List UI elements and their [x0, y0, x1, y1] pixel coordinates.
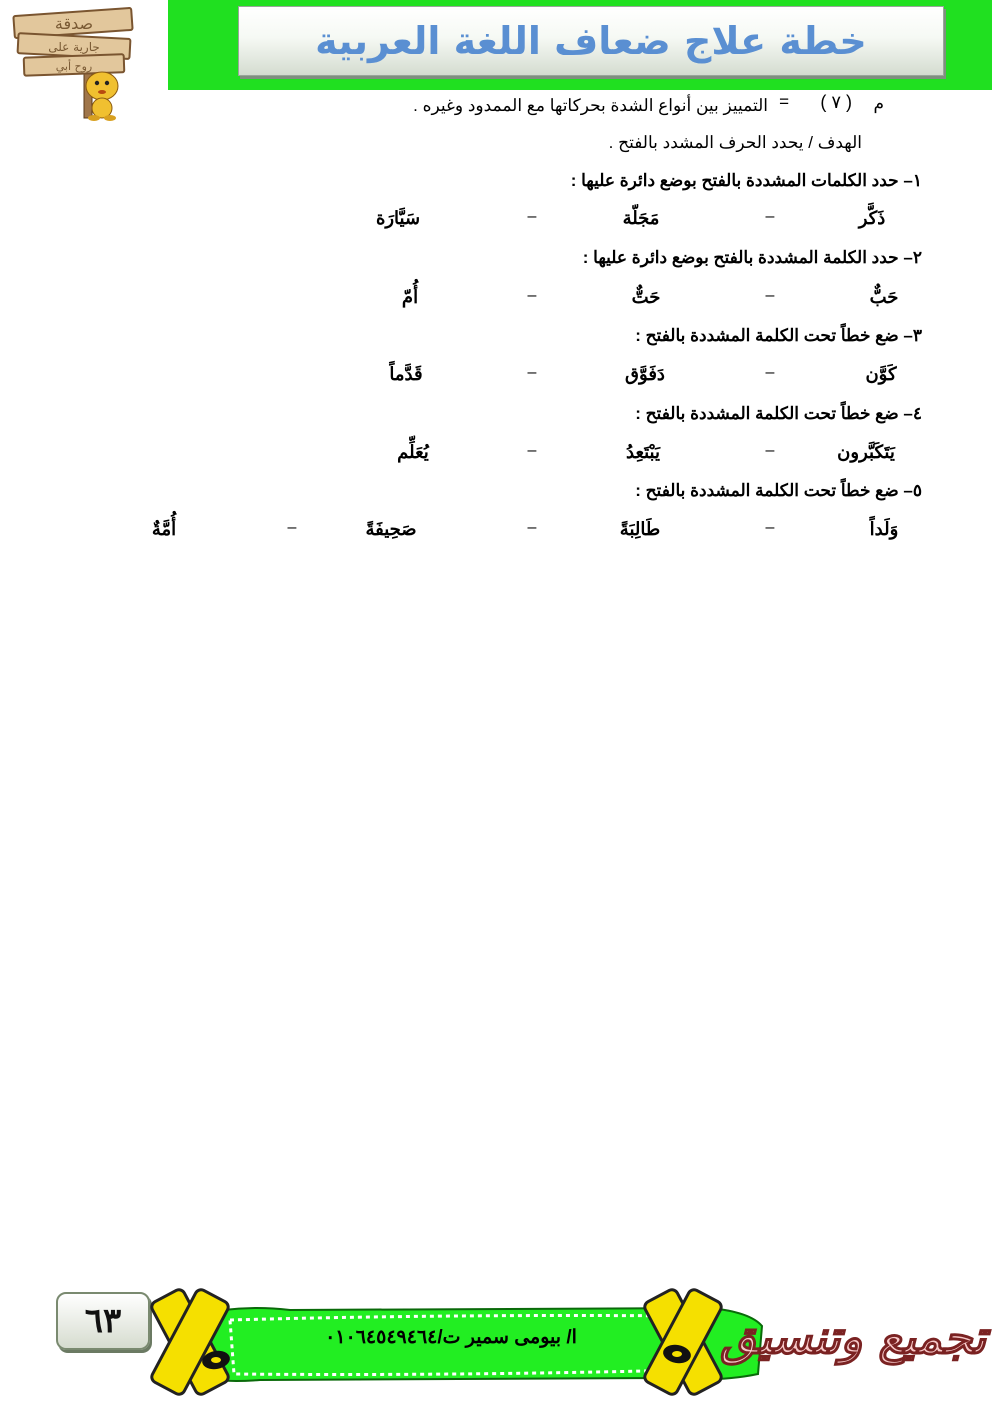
q5-word-4: أُمَّةٌ: [151, 519, 177, 539]
question-3-prompt: ٣– ضع خطاً تحت الكلمة المشددة بالفتح :: [635, 326, 922, 345]
question-4-prompt: ٤– ضع خطاً تحت الكلمة المشددة بالفتح :: [635, 404, 922, 423]
logo-line-2: جارية على: [48, 40, 100, 54]
compiled-by-credit: تجميع وتنسيق: [720, 1310, 986, 1364]
q4-dash-2: –: [527, 442, 537, 459]
q2-word-3: أُمّ: [401, 287, 419, 307]
q5-dash-2: –: [527, 519, 537, 536]
q3-dash-2: –: [527, 364, 537, 381]
q5-word-1: وَلَداً: [869, 519, 899, 539]
q4-word-1: يَتَكَبَّرون: [837, 442, 895, 462]
q5-word-2: طَالِبَةً: [619, 519, 661, 539]
q1-dash-2: –: [527, 208, 537, 225]
goal-text: الهدف / يحدد الحرف المشدد بالفتح .: [608, 133, 862, 152]
q2-word-1: حَبٌّ: [869, 287, 899, 307]
q3-word-3: قَدَّماً: [389, 364, 423, 384]
q5-dash-3: –: [287, 519, 297, 536]
q5-word-3: صَحِيفَةً: [365, 519, 417, 539]
question-5-prompt: ٥– ضع خطاً تحت الكلمة المشددة بالفتح :: [635, 481, 922, 500]
q2-dash-2: –: [527, 287, 537, 304]
page-number-box: [56, 1292, 150, 1350]
q1-dash-1: –: [765, 208, 775, 225]
objective-number: ( ٧ ): [820, 92, 852, 112]
objective-label: م: [873, 94, 884, 113]
q3-dash-1: –: [765, 364, 775, 381]
question-2-prompt: ٢– حدد الكلمة المشددة بالفتح بوضع دائرة عليها :: [582, 248, 922, 267]
logo-line-1: صدقة: [54, 14, 94, 33]
page-title: خطة علاج ضعاف اللغة العربية: [315, 19, 867, 63]
question-1-prompt: ١– حدد الكلمات المشددة بالفتح بوضع دائرة عليها :: [570, 171, 922, 190]
logo-line-3: روح أبي: [55, 60, 93, 73]
q3-word-1: كَوَّن: [865, 364, 897, 384]
q1-word-2: مَجَلّة: [622, 208, 660, 228]
objective-equals: =: [779, 92, 789, 111]
q4-dash-1: –: [765, 442, 775, 459]
q5-dash-1: –: [765, 519, 775, 536]
signpost-logo-icon: [8, 4, 138, 122]
page-number: ٦٣: [84, 1301, 122, 1341]
title-box: [238, 6, 944, 76]
objective-text: التمييز بين أنواع الشدة بحركاتها مع الممدود وغيره .: [413, 96, 768, 115]
q2-word-2: حَتٌّ: [631, 287, 661, 307]
q1-word-1: ذَكَّر: [858, 208, 886, 228]
q3-word-2: دَفَوَّق: [625, 364, 665, 384]
q2-dash-1: –: [765, 287, 775, 304]
author-credit: ا/ بيومى سمير ت/٠١٠٦٤٥٤٩٤٦٤: [325, 1327, 577, 1348]
q1-word-3: سَيَّارَة: [375, 208, 421, 228]
q4-word-2: يَبْتَعِدُ: [625, 442, 661, 462]
q4-word-3: يُعَلِّم: [397, 442, 429, 462]
